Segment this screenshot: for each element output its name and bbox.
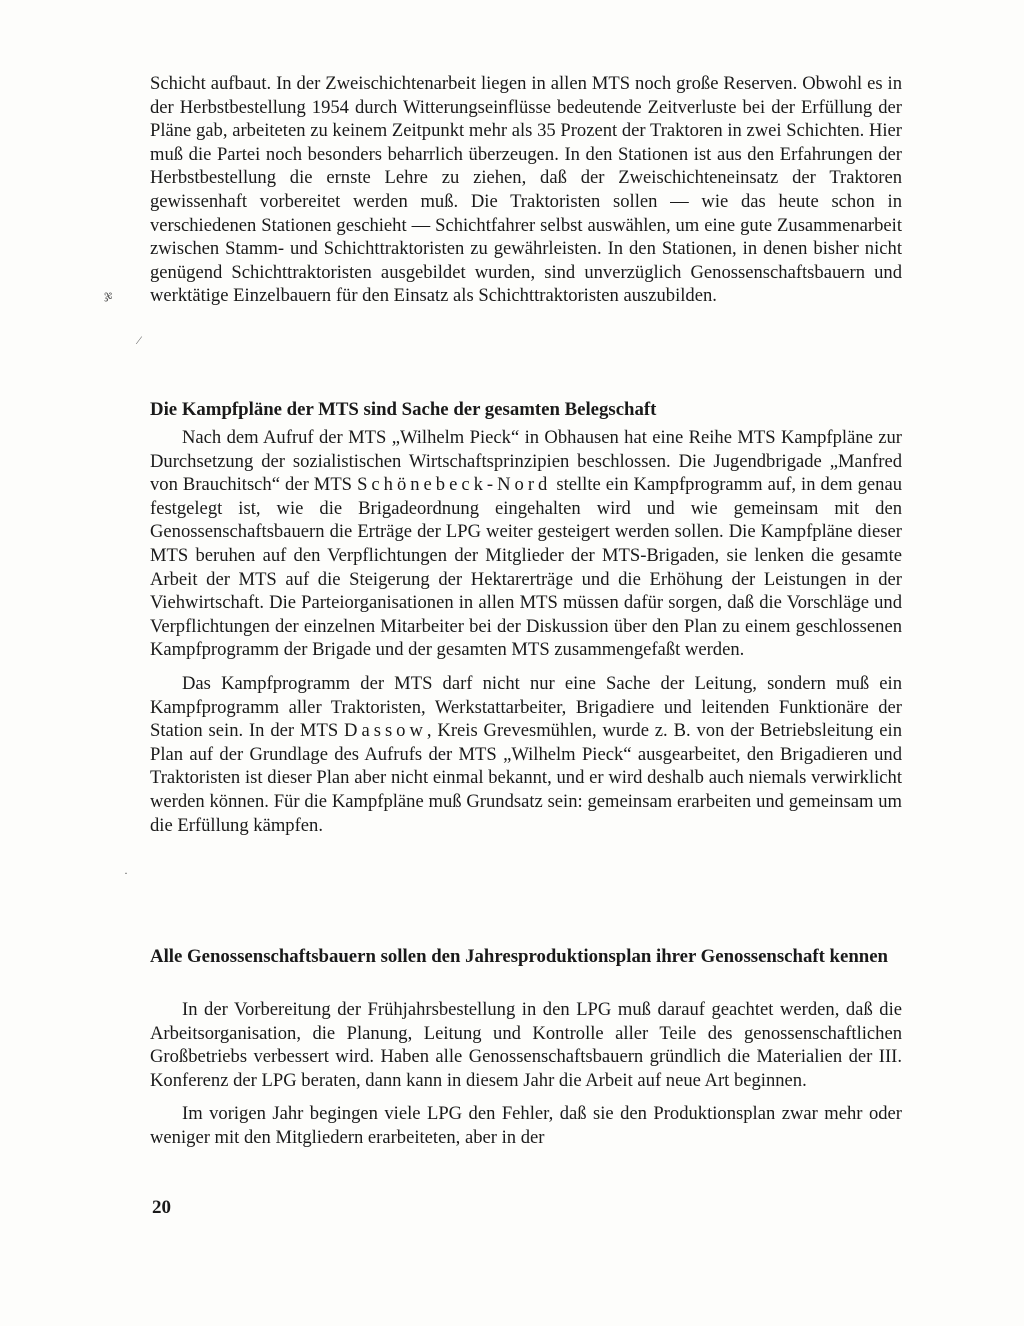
section-heading-kampfplaene: Die Kampfpläne der MTS sind Sache der gesamten Belegschaft [150,399,657,420]
margin-mark: ⁄ [138,333,141,347]
margin-mark: · [124,866,128,880]
spaced-place-name: Dassow [344,720,427,742]
page-number: 20 [152,1197,171,1218]
section2-paragraph-1: In der Vorbereitung der Frühjahrsbestellung in den LPG muß darauf geachtet werden, daß die Arbeitsorganisation, die Planung, Leitung und Kontrolle aller Teile des genossenschaftlichen Großbetriebs verbessert wird. Haben alle Genossenschaftsbauern gründlich die Materialien der III. Konferenz der LPG beraten, dann kann in diesem Jahr die Arbeit auf neue Art beginnen. [150,999,902,1091]
section1-paragraph-1 [150,426,902,662]
text-run: Das Kampfprogramm der MTS darf nicht nur eine Sache der Leitung, sondern muß ein Kampfprogramm aller Traktoristen, Werkstattarbeiter, Brigadiere und leitenden Funktionäre der Station sein. In der MTS [150,672,902,742]
margin-mark: ჯ [104,288,113,302]
spaced-place-name: Schönebeck-Nord [357,474,552,496]
section1-body [150,426,902,837]
text-run: stellte ein Kampfprogramm auf, in dem genau festgelegt ist, wie die Brigadeordnung eingehalten wird und wie gemeinsam mit den Genossenschaftsbauern die Erträge der LPG weiter gesteigert werden sollen. Die Kampfpläne dieser MTS beruhen auf den Verpflichtungen der Mitglieder der MTS-Brigaden, sie lenken die gesamte Arbeit der MTS auf die Steigerung der Hektarerträge und die Erhöhung der Leistungen in der Viehwirtschaft. Die Parteiorganisationen in allen MTS müssen dafür sorgen, daß die Vorschläge und Verpflichtungen der einzelnen Mitarbeiter bei der Diskussion über den Plan zu einem geschlossenen Kampfprogramm der Brigade und der gesamten MTS zusammengefaßt werden. [150,474,902,661]
section1-paragraph-2 [150,672,902,837]
intro-text [150,72,902,308]
section2-body [150,998,902,1150]
section2-paragraph-2: Im vorigen Jahr begingen viele LPG den Fehler, daß sie den Produktionsplan zwar mehr oder weniger mit den Mitgliedern erarbeiteten, aber in der [150,1103,902,1148]
section-heading-genossenschaftsbauern: Alle Genossenschaftsbauern sollen den Jahresproduktionsplan ihrer Genossenschaft kennen [150,946,888,967]
text-run: , Kreis Grevesmühlen, wurde z. B. von der Betriebsleitung ein Plan auf der Grundlage des Aufrufs der MTS „Wilhelm Pieck“ ausgearbeitet, den Brigadieren und Traktoristen ist dieser Plan aber nicht einmal bekannt, und er wird deshalb auch niemals verwirklicht werden können. Für die Kampfpläne muß Grundsatz sein: gemeinsam erarbeiten und gemeinsam um die Erfüllung kämpfen. [150,720,902,836]
intro-paragraph: Schicht aufbaut. In der Zweischichtenarbeit liegen in allen MTS noch große Reserven. Obwohl es in der Herbstbestellung 1954 durch Witterungseinflüsse bedeutende Zeitverluste bei der Erfüllung der Pläne gab, arbeiteten zu keinem Zeitpunkt mehr als 35 Prozent der Traktoren in zwei Schichten. Hier muß die Partei noch besonders beharrlich überzeugen. In den Stationen ist aus den Erfahrungen der Herbstbestellung die ernste Lehre zu ziehen, daß der Zweischichteneinsatz der Traktoren gewissenhaft vorbereitet werden muß. Die Traktoristen sollen — wie das heute schon in verschiedenen Stationen geschieht — Schichtfahrer selbst auswählen, um eine gute Zusammenarbeit zwischen Stamm- und Schichttraktoristen zu gewährleisten. In den Stationen, in denen bisher nicht genügend Schichttraktoristen ausgebildet wurden, sind unverzüglich Genossenschaftsbauern und werktätige Einzelbauern für den Einsatz als Schichttraktoristen auszubilden. [150,73,902,307]
text-run: Nach dem Aufruf der MTS „Wilhelm Pieck“ in Obhausen hat eine Reihe MTS Kampfpläne zur Durchsetzung der sozialistischen Wirtschaftsprinzipien beschlossen. Die Jugendbrigade „Manfred von Brauchitsch“ der MTS [150,427,902,496]
